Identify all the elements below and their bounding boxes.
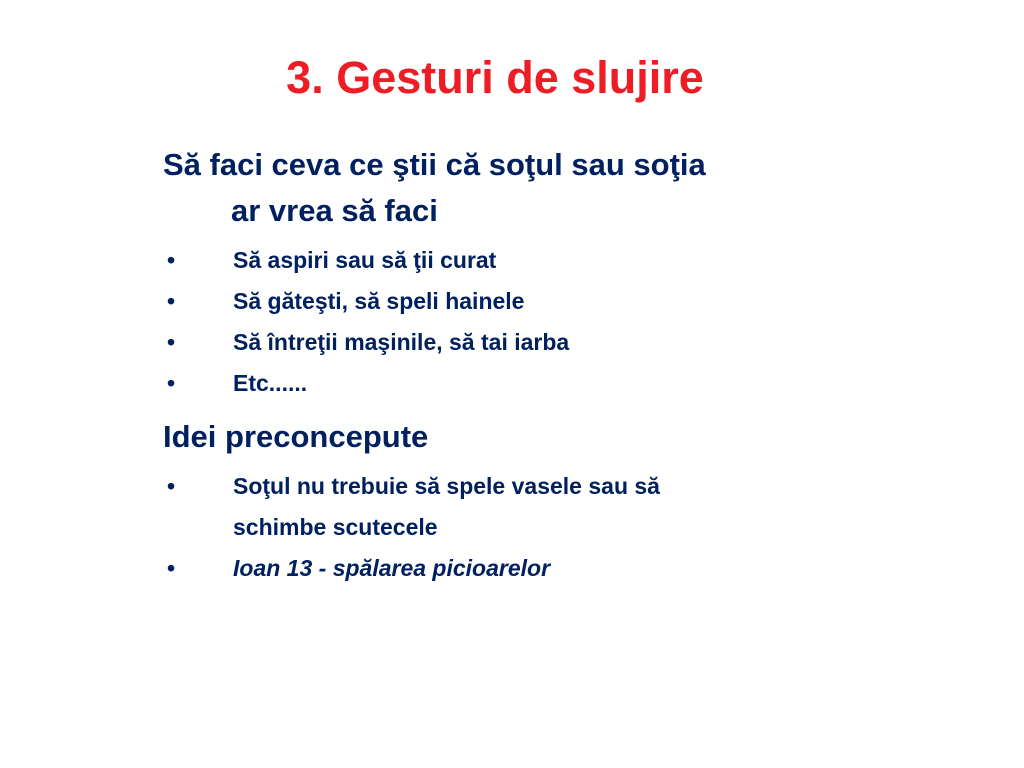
section-2-list: [163, 466, 883, 589]
section-1-heading-line-1: Să faci ceva ce ştii că soţul sau soţia: [163, 147, 706, 182]
section-1-heading-line-2: ar vrea să faci: [231, 193, 438, 228]
bullet-icon: •: [167, 370, 176, 396]
list-item: [163, 281, 883, 322]
bullet-icon: •: [167, 288, 176, 314]
section-2-heading: Idei preconcepute: [163, 419, 429, 454]
slide-title: 3. Gesturi de slujire: [286, 52, 704, 103]
section-1-heading: [163, 142, 883, 234]
list-item-text: Să întreţii maşinile, să tai iarba: [233, 329, 570, 355]
bullet-icon: •: [167, 473, 176, 499]
list-item: [163, 466, 883, 548]
list-item-text: Să găteşti, să speli hainele: [233, 288, 525, 314]
slide-content: [163, 142, 883, 589]
list-item: [163, 240, 883, 281]
list-item: [163, 548, 883, 589]
list-item-text: Să aspiri sau să ţii curat: [233, 247, 497, 273]
list-item-text-line-2: schimbe scutecele: [233, 514, 438, 540]
bullet-icon: •: [167, 247, 176, 273]
list-item-text: Etc......: [233, 370, 308, 396]
bullet-icon: •: [167, 555, 176, 581]
section-1-list: [163, 240, 883, 404]
bullet-icon: •: [167, 329, 176, 355]
list-item: [163, 363, 883, 404]
list-item-text-line-1: Soţul nu trebuie să spele vasele sau să: [233, 473, 660, 499]
list-item: [163, 322, 883, 363]
list-item-text: Ioan 13 - spălarea picioarelor: [233, 555, 551, 581]
